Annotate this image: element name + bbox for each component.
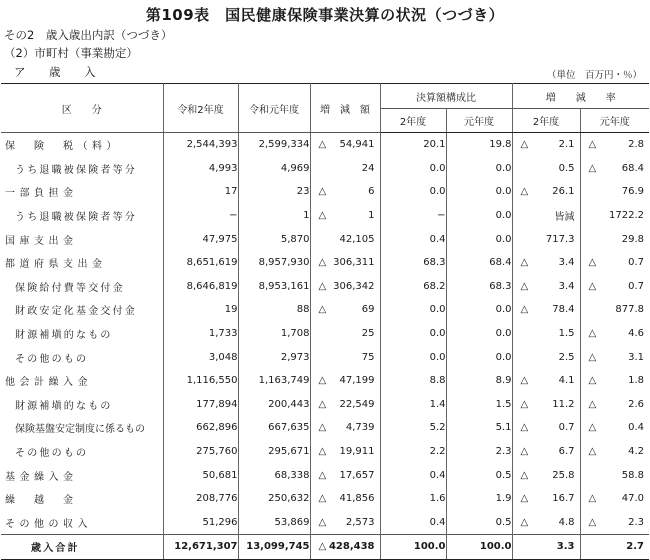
value-diff bbox=[310, 535, 380, 560]
value-rate-r2-value: 3.4 bbox=[558, 257, 575, 269]
table-row bbox=[1, 416, 649, 440]
value-rate-r1 bbox=[580, 275, 649, 299]
value-rate-r2 bbox=[512, 227, 580, 251]
value-diff bbox=[310, 369, 380, 393]
value-rate-r2 bbox=[512, 298, 580, 322]
row-label-text: 財源補塡的なもの bbox=[15, 400, 113, 412]
value-rate-r2-value: 6.7 bbox=[558, 446, 575, 458]
value-comp-r2: 0.0 bbox=[380, 322, 446, 346]
row-label bbox=[1, 180, 163, 204]
value-rate-r2-value: 717.3 bbox=[545, 233, 575, 245]
value-r1: 8,953,161 bbox=[238, 275, 310, 299]
value-rate-r2 bbox=[512, 180, 580, 204]
value-r1: 53,869 bbox=[238, 511, 310, 535]
value-rate-r2 bbox=[512, 440, 580, 464]
value-comp-r2: 20.1 bbox=[380, 133, 446, 157]
decrease-mark: △ bbox=[588, 351, 597, 363]
value-rate-r1 bbox=[580, 298, 649, 322]
table-row bbox=[1, 298, 649, 322]
table-row bbox=[1, 511, 649, 535]
row-label-text: 繰 越 金 bbox=[5, 495, 78, 507]
page-title: 第109表 国民健康保険事業決算の状況（つづき） bbox=[145, 6, 505, 24]
value-rate-r2 bbox=[512, 133, 580, 157]
unit-note: （単位 百万円・％） bbox=[546, 70, 642, 81]
section-label: ア 歳 入 bbox=[14, 65, 102, 79]
value-r2: 50,681 bbox=[163, 463, 238, 487]
value-comp-r2: − bbox=[380, 204, 446, 228]
value-rate-r1 bbox=[580, 535, 649, 560]
value-r1: 1,163,749 bbox=[238, 369, 310, 393]
value-comp-r1: 8.9 bbox=[446, 369, 512, 393]
decrease-mark: △ bbox=[520, 186, 529, 198]
value-rate-r1-value: 3.1 bbox=[628, 351, 644, 363]
decrease-mark: △ bbox=[318, 541, 327, 553]
value-r2: 12,671,307 bbox=[163, 535, 238, 560]
value-rate-r1 bbox=[580, 227, 649, 251]
row-label bbox=[1, 345, 163, 369]
decrease-mark: △ bbox=[318, 375, 327, 387]
row-label bbox=[1, 440, 163, 464]
value-rate-r1-value: 0.4 bbox=[628, 422, 644, 434]
decrease-mark: △ bbox=[520, 493, 529, 505]
value-rate-r1-value: 2.3 bbox=[628, 516, 644, 528]
value-comp-r1: 5.1 bbox=[446, 416, 512, 440]
value-comp-r2: 0.4 bbox=[380, 227, 446, 251]
revenue-table bbox=[1, 83, 649, 560]
value-rate-r1-value: 47.0 bbox=[621, 493, 644, 505]
value-diff-value: 54,941 bbox=[339, 139, 375, 151]
value-rate-r2-value: 1.5 bbox=[558, 328, 575, 340]
table-row bbox=[1, 440, 649, 464]
row-label-text: うち退職被保険者等分 bbox=[15, 164, 137, 176]
header-composition: 決算額構成比 bbox=[380, 84, 512, 109]
row-label bbox=[1, 463, 163, 487]
decrease-mark: △ bbox=[520, 280, 529, 292]
value-rate-r1 bbox=[580, 393, 649, 417]
value-r1: 2,973 bbox=[238, 345, 310, 369]
header-category: 区 分 bbox=[1, 84, 163, 133]
value-comp-r2: 1.4 bbox=[380, 393, 446, 417]
value-comp-r2: 0.4 bbox=[380, 511, 446, 535]
value-diff-value: 41,856 bbox=[339, 493, 375, 505]
value-rate-r2 bbox=[512, 393, 580, 417]
value-rate-r2-value: 4.8 bbox=[558, 516, 575, 528]
value-comp-r1: 0.0 bbox=[446, 157, 512, 181]
decrease-mark: △ bbox=[520, 516, 529, 528]
row-label-text: 都道府県支出金 bbox=[5, 259, 107, 271]
value-diff-value: 17,657 bbox=[339, 469, 375, 481]
value-diff bbox=[310, 487, 380, 511]
value-comp-r1: 0.0 bbox=[446, 345, 512, 369]
row-label bbox=[1, 393, 163, 417]
value-comp-r2: 2.2 bbox=[380, 440, 446, 464]
value-rate-r1 bbox=[580, 322, 649, 346]
value-r1: 667,635 bbox=[238, 416, 310, 440]
table-row bbox=[1, 180, 649, 204]
value-diff-value: 25 bbox=[361, 328, 375, 340]
decrease-mark: △ bbox=[318, 398, 327, 410]
value-rate-r2 bbox=[512, 322, 580, 346]
value-diff bbox=[310, 275, 380, 299]
decrease-mark: △ bbox=[588, 398, 597, 410]
value-r1: 1 bbox=[238, 204, 310, 228]
value-diff bbox=[310, 416, 380, 440]
value-rate-r2-value: 皆減 bbox=[554, 212, 575, 224]
decrease-mark: △ bbox=[520, 398, 529, 410]
row-label bbox=[1, 204, 163, 228]
value-diff-value: 47,199 bbox=[339, 375, 375, 387]
value-comp-r2: 68.3 bbox=[380, 251, 446, 275]
value-rate-r2 bbox=[512, 157, 580, 181]
value-rate-r1 bbox=[580, 204, 649, 228]
value-rate-r1 bbox=[580, 180, 649, 204]
value-comp-r2: 0.4 bbox=[380, 463, 446, 487]
value-rate-r2 bbox=[512, 369, 580, 393]
value-r1: 5,870 bbox=[238, 227, 310, 251]
value-diff-value: 75 bbox=[361, 351, 375, 363]
decrease-mark: △ bbox=[588, 162, 597, 174]
value-comp-r1: 0.5 bbox=[446, 511, 512, 535]
value-comp-r1: 0.0 bbox=[446, 180, 512, 204]
value-r2: 2,544,393 bbox=[163, 133, 238, 157]
value-rate-r2-value: 78.4 bbox=[552, 304, 575, 316]
value-diff bbox=[310, 511, 380, 535]
row-label-text: その他のもの bbox=[15, 448, 89, 460]
value-r2: 4,993 bbox=[163, 157, 238, 181]
decrease-mark: △ bbox=[588, 493, 597, 505]
value-r1: 23 bbox=[238, 180, 310, 204]
table-row bbox=[1, 251, 649, 275]
value-diff bbox=[310, 180, 380, 204]
total-row bbox=[1, 535, 649, 560]
decrease-mark: △ bbox=[520, 257, 529, 269]
value-rate-r1-value: 2.6 bbox=[628, 398, 644, 410]
row-label-text: 基金繰入金 bbox=[5, 471, 78, 483]
table-row bbox=[1, 157, 649, 181]
value-comp-r2: 8.8 bbox=[380, 369, 446, 393]
value-diff-value: 4,739 bbox=[345, 422, 375, 434]
row-label-text: 保 険 税（料） bbox=[5, 141, 121, 153]
value-diff-value: 6 bbox=[368, 186, 375, 198]
value-comp-r2: 5.2 bbox=[380, 416, 446, 440]
value-rate-r2-value: 0.5 bbox=[558, 162, 575, 174]
row-label bbox=[1, 251, 163, 275]
row-label bbox=[1, 416, 163, 440]
row-label bbox=[1, 133, 163, 157]
table-row bbox=[1, 487, 649, 511]
value-rate-r2-value: 11.2 bbox=[552, 398, 575, 410]
table-row bbox=[1, 275, 649, 299]
row-label bbox=[1, 511, 163, 535]
decrease-mark: △ bbox=[318, 446, 327, 458]
value-comp-r1: 0.0 bbox=[446, 298, 512, 322]
value-diff-value: 42,105 bbox=[339, 233, 375, 245]
value-diff bbox=[310, 393, 380, 417]
value-comp-r2: 100.0 bbox=[380, 535, 446, 560]
row-label bbox=[1, 227, 163, 251]
value-r1: 4,969 bbox=[238, 157, 310, 181]
value-rate-r2 bbox=[512, 275, 580, 299]
value-diff-value: 306,342 bbox=[333, 280, 375, 292]
value-r1: 200,443 bbox=[238, 393, 310, 417]
table-row bbox=[1, 463, 649, 487]
decrease-mark: △ bbox=[520, 422, 529, 434]
row-label-text: 一部負担金 bbox=[5, 188, 78, 200]
value-rate-r1 bbox=[580, 440, 649, 464]
value-comp-r1: 19.8 bbox=[446, 133, 512, 157]
value-rate-r2 bbox=[512, 511, 580, 535]
row-label-text: その他のもの bbox=[15, 353, 89, 365]
value-rate-r2-value: 2.1 bbox=[558, 139, 575, 151]
value-r1: 88 bbox=[238, 298, 310, 322]
value-rate-r1 bbox=[580, 157, 649, 181]
row-label bbox=[1, 535, 163, 560]
table-row bbox=[1, 204, 649, 228]
value-rate-r1 bbox=[580, 251, 649, 275]
row-label-text: その他の収入 bbox=[5, 518, 92, 530]
value-rate-r1-value: 58.8 bbox=[621, 469, 644, 481]
decrease-mark: △ bbox=[318, 422, 327, 434]
decrease-mark: △ bbox=[520, 304, 529, 316]
row-label bbox=[1, 157, 163, 181]
value-r2: 662,896 bbox=[163, 416, 238, 440]
table-row bbox=[1, 369, 649, 393]
row-label-text: 他会計繰入金 bbox=[5, 377, 92, 389]
value-comp-r1: 0.0 bbox=[446, 204, 512, 228]
decrease-mark: △ bbox=[318, 210, 327, 222]
row-label-text: 財源補塡的なもの bbox=[15, 330, 113, 342]
value-rate-r2 bbox=[512, 487, 580, 511]
value-rate-r1 bbox=[580, 511, 649, 535]
row-label bbox=[1, 369, 163, 393]
table-row bbox=[1, 133, 649, 157]
value-rate-r2-value: 3.4 bbox=[558, 280, 575, 292]
value-rate-r2 bbox=[512, 204, 580, 228]
value-rate-r1 bbox=[580, 416, 649, 440]
value-rate-r2 bbox=[512, 251, 580, 275]
value-r2: 8,646,819 bbox=[163, 275, 238, 299]
value-diff-value: 19,911 bbox=[339, 446, 375, 458]
value-rate-r1-value: 76.9 bbox=[621, 186, 644, 198]
value-r2: 51,296 bbox=[163, 511, 238, 535]
value-rate-r1-value: 1.8 bbox=[628, 375, 644, 387]
value-diff bbox=[310, 133, 380, 157]
value-diff-value: 1 bbox=[368, 210, 375, 222]
decrease-mark: △ bbox=[520, 446, 529, 458]
value-r1: 8,957,930 bbox=[238, 251, 310, 275]
value-diff bbox=[310, 251, 380, 275]
value-rate-r2-value: 25.8 bbox=[552, 469, 575, 481]
value-comp-r1: 0.0 bbox=[446, 322, 512, 346]
value-rate-r2 bbox=[512, 345, 580, 369]
value-r1: 250,632 bbox=[238, 487, 310, 511]
value-r2: 177,894 bbox=[163, 393, 238, 417]
value-rate-r1 bbox=[580, 369, 649, 393]
value-rate-r1-value: 68.4 bbox=[621, 162, 644, 174]
value-comp-r2: 68.2 bbox=[380, 275, 446, 299]
value-r1: 2,599,334 bbox=[238, 133, 310, 157]
row-label-text: うち退職被保険者等分 bbox=[15, 212, 137, 224]
value-comp-r2: 0.0 bbox=[380, 298, 446, 322]
value-rate-r1-value: 0.7 bbox=[628, 280, 644, 292]
table-row bbox=[1, 227, 649, 251]
value-diff bbox=[310, 322, 380, 346]
value-r2: 17 bbox=[163, 180, 238, 204]
value-comp-r2: 0.0 bbox=[380, 180, 446, 204]
value-comp-r1: 100.0 bbox=[446, 535, 512, 560]
value-comp-r1: 68.4 bbox=[446, 251, 512, 275]
value-rate-r2 bbox=[512, 463, 580, 487]
value-rate-r2-value: 4.1 bbox=[558, 375, 575, 387]
value-comp-r1: 1.5 bbox=[446, 393, 512, 417]
value-r2: 208,776 bbox=[163, 487, 238, 511]
row-label-text: 保険給付費等交付金 bbox=[15, 282, 125, 294]
value-rate-r1-value: 2.8 bbox=[628, 139, 644, 151]
value-diff-value: 428,438 bbox=[328, 541, 375, 553]
value-r1: 13,099,745 bbox=[238, 535, 310, 560]
value-diff-value: 306,311 bbox=[333, 257, 375, 269]
decrease-mark: △ bbox=[520, 139, 529, 151]
decrease-mark: △ bbox=[318, 139, 327, 151]
decrease-mark: △ bbox=[318, 304, 327, 316]
value-r2: − bbox=[163, 204, 238, 228]
table-row bbox=[1, 322, 649, 346]
value-comp-r1: 2.3 bbox=[446, 440, 512, 464]
header-comp-r1: 元年度 bbox=[446, 109, 512, 133]
value-rate-r1 bbox=[580, 487, 649, 511]
value-diff bbox=[310, 463, 380, 487]
value-rate-r2-value: 2.5 bbox=[558, 351, 575, 363]
value-comp-r1: 0.0 bbox=[446, 227, 512, 251]
value-rate-r1 bbox=[580, 345, 649, 369]
row-label bbox=[1, 275, 163, 299]
value-comp-r1: 0.5 bbox=[446, 463, 512, 487]
decrease-mark: △ bbox=[318, 516, 327, 528]
decrease-mark: △ bbox=[318, 493, 327, 505]
value-diff bbox=[310, 440, 380, 464]
value-comp-r2: 1.6 bbox=[380, 487, 446, 511]
value-diff-value: 22,549 bbox=[339, 398, 375, 410]
value-comp-r2: 0.0 bbox=[380, 157, 446, 181]
header-rate-r1: 元年度 bbox=[580, 109, 649, 133]
decrease-mark: △ bbox=[588, 328, 597, 340]
subtitle-section: その2 歳入歳出内訳（つづき） bbox=[4, 28, 173, 42]
decrease-mark: △ bbox=[588, 516, 597, 528]
decrease-mark: △ bbox=[520, 469, 529, 481]
value-rate-r1-value: 2.7 bbox=[626, 541, 644, 553]
value-rate-r1-value: 877.8 bbox=[615, 304, 644, 316]
value-r2: 1,116,550 bbox=[163, 369, 238, 393]
value-rate-r2 bbox=[512, 416, 580, 440]
value-r2: 275,760 bbox=[163, 440, 238, 464]
header-rate-r2: 2年度 bbox=[512, 109, 580, 133]
value-rate-r2-value: 16.7 bbox=[552, 493, 575, 505]
header-r2: 令和2年度 bbox=[163, 84, 238, 133]
value-diff bbox=[310, 157, 380, 181]
value-comp-r1: 68.3 bbox=[446, 275, 512, 299]
value-rate-r2-value: 3.3 bbox=[556, 541, 575, 553]
decrease-mark: △ bbox=[318, 257, 327, 269]
value-rate-r1-value: 0.7 bbox=[628, 257, 644, 269]
value-diff-value: 24 bbox=[361, 162, 375, 174]
decrease-mark: △ bbox=[588, 257, 597, 269]
row-label-text: 財政安定化基金交付金 bbox=[15, 306, 137, 318]
decrease-mark: △ bbox=[318, 280, 327, 292]
decrease-mark: △ bbox=[588, 280, 597, 292]
row-label-text: 歳入合計 bbox=[31, 543, 80, 555]
value-diff-value: 69 bbox=[361, 304, 375, 316]
value-rate-r1 bbox=[580, 463, 649, 487]
value-rate-r1-value: 4.2 bbox=[628, 446, 644, 458]
value-r2: 3,048 bbox=[163, 345, 238, 369]
subtitle-subsection: （2）市町村（事業勘定） bbox=[4, 46, 138, 60]
value-rate-r2-value: 26.1 bbox=[552, 186, 575, 198]
row-label-text: 保険基盤安定制度に係るもの bbox=[15, 424, 145, 436]
value-rate-r1-value: 1722.2 bbox=[609, 210, 644, 222]
decrease-mark: △ bbox=[588, 446, 597, 458]
header-comp-r2: 2年度 bbox=[380, 109, 446, 133]
header-diff: 増 減 額 bbox=[310, 84, 380, 133]
value-comp-r2: 0.0 bbox=[380, 345, 446, 369]
value-rate-r2-value: 0.7 bbox=[558, 422, 575, 434]
decrease-mark: △ bbox=[588, 139, 597, 151]
value-rate-r1-value: 29.8 bbox=[621, 233, 644, 245]
row-label bbox=[1, 322, 163, 346]
value-diff-value: 2,573 bbox=[345, 516, 375, 528]
value-r1: 1,708 bbox=[238, 322, 310, 346]
value-diff bbox=[310, 345, 380, 369]
header-r1: 令和元年度 bbox=[238, 84, 310, 133]
decrease-mark: △ bbox=[520, 375, 529, 387]
decrease-mark: △ bbox=[588, 375, 597, 387]
row-label bbox=[1, 298, 163, 322]
row-label-text: 国庫支出金 bbox=[5, 235, 78, 247]
value-diff bbox=[310, 227, 380, 251]
decrease-mark: △ bbox=[318, 186, 327, 198]
header-rate: 増 減 率 bbox=[512, 84, 649, 109]
table-row bbox=[1, 393, 649, 417]
value-r2: 19 bbox=[163, 298, 238, 322]
row-label bbox=[1, 487, 163, 511]
value-rate-r1 bbox=[580, 133, 649, 157]
value-diff bbox=[310, 298, 380, 322]
value-rate-r2 bbox=[512, 535, 580, 560]
table-row bbox=[1, 345, 649, 369]
value-diff bbox=[310, 204, 380, 228]
decrease-mark: △ bbox=[318, 469, 327, 481]
value-r2: 47,975 bbox=[163, 227, 238, 251]
value-r2: 1,733 bbox=[163, 322, 238, 346]
value-r1: 295,671 bbox=[238, 440, 310, 464]
value-r2: 8,651,619 bbox=[163, 251, 238, 275]
value-r1: 68,338 bbox=[238, 463, 310, 487]
value-comp-r1: 1.9 bbox=[446, 487, 512, 511]
value-rate-r1-value: 4.6 bbox=[628, 328, 644, 340]
decrease-mark: △ bbox=[588, 422, 597, 434]
